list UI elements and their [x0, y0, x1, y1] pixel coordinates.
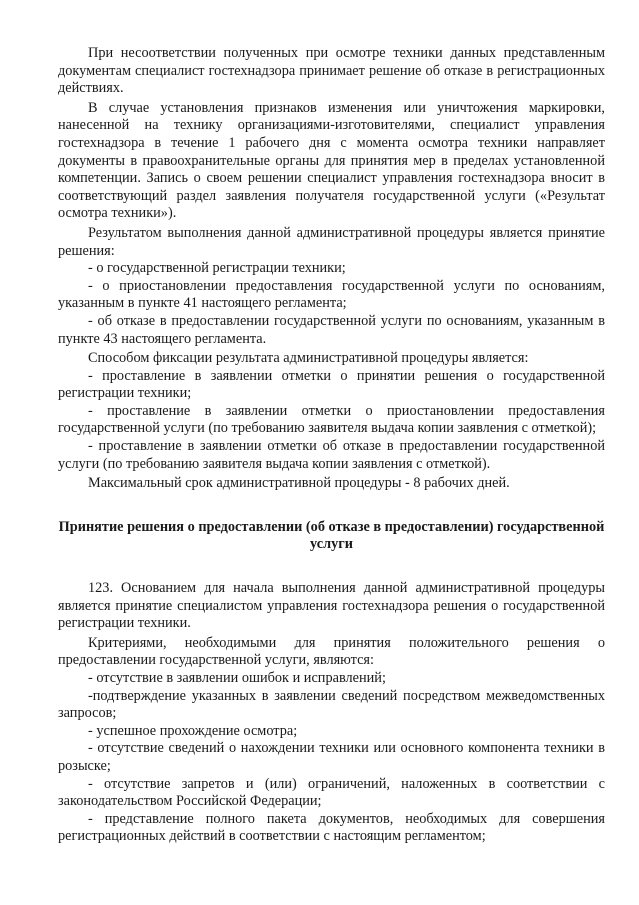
paragraph-123-basis: 123. Основанием для начала выполнения данной административной процедуры является принятие специалистом управления гостехнадзора решения о государственной регистрации техники.	[58, 580, 605, 632]
result-item-registration: - о государственной регистрации техники;	[88, 260, 346, 277]
paragraph-fixation-intro: Способом фиксации результата административной процедуры является:	[88, 350, 529, 367]
result-item-refusal: - об отказе в предоставлении государственной услуги по основаниям, указанным в пункте 43 настоящего регламента.	[58, 312, 605, 347]
paragraph-result-intro: Результатом выполнения данной административной процедуры является принятие решения:	[58, 224, 605, 259]
criteria-item-not-wanted: - отсутствие сведений о нахождении техники или основного компонента техники в розыске;	[58, 740, 605, 774]
criteria-item-inspection: - успешное прохождение осмотра;	[88, 722, 298, 739]
criteria-item-no-errors: - отсутствие в заявлении ошибок и исправлений;	[88, 670, 386, 686]
result-item-suspension: - о приостановлении предоставления государственной услуги по основаниям, указанным в пункте 41 настоящего регламента;	[58, 277, 605, 312]
fixation-item-refusal: - проставление в заявлении отметки об отказе в предоставлении государственной услуги (по требованию заявителя выдача копии заявления с отметкой).	[58, 438, 605, 472]
section-heading: Принятие решения о предоставлении (об отказе в предоставлении) государственной услуги	[58, 518, 605, 553]
criteria-item-full-package: - представление полного пакета документов, необходимых для совершения регистрационных действий в соответствии с настоящим регламентом;	[58, 810, 605, 845]
paragraph-marking-change: В случае установления признаков изменения или уничтожения маркировки, нанесенной на технику организациями-изготовителями, специалист управления гостехнадзора в течение 1 рабочего дня с момента осмотра техники направляет документы в правоохранительные органы для принятия мер в пределах установленной компетенции. Запись о своем решении специалист управления гостехнадзора вносит в соответствующий раздел заявления получателя государственной услуги («Результат осмотра техники»).	[58, 99, 605, 222]
fixation-item-registration: - проставление в заявлении отметки о принятии решения о государственной регистрации техники;	[58, 367, 605, 402]
criteria-item-no-restrictions: - отсутствие запретов и (или) ограничений, наложенных в соответствии с законодательством Российской Федерации;	[58, 775, 605, 810]
criteria-item-confirmation: -подтверждение указанных в заявлении сведений посредством межведомственных запросов;	[58, 687, 605, 722]
paragraph-refusal: При несоответствии полученных при осмотре техники данных представленным документам специалист гостехнадзора принимает решение об отказе в регистрационных действиях.	[58, 45, 605, 97]
paragraph-criteria-intro: Критериями, необходимыми для принятия положительного решения о предоставлении государственной услуги, являются:	[58, 634, 605, 669]
fixation-item-suspension: - проставление в заявлении отметки о приостановлении предоставления государственной услуги (по требованию заявителя выдача копии заявления с отметкой);	[58, 402, 605, 437]
paragraph-max-term: Максимальный срок административной процедуры - 8 рабочих дней.	[88, 475, 510, 492]
